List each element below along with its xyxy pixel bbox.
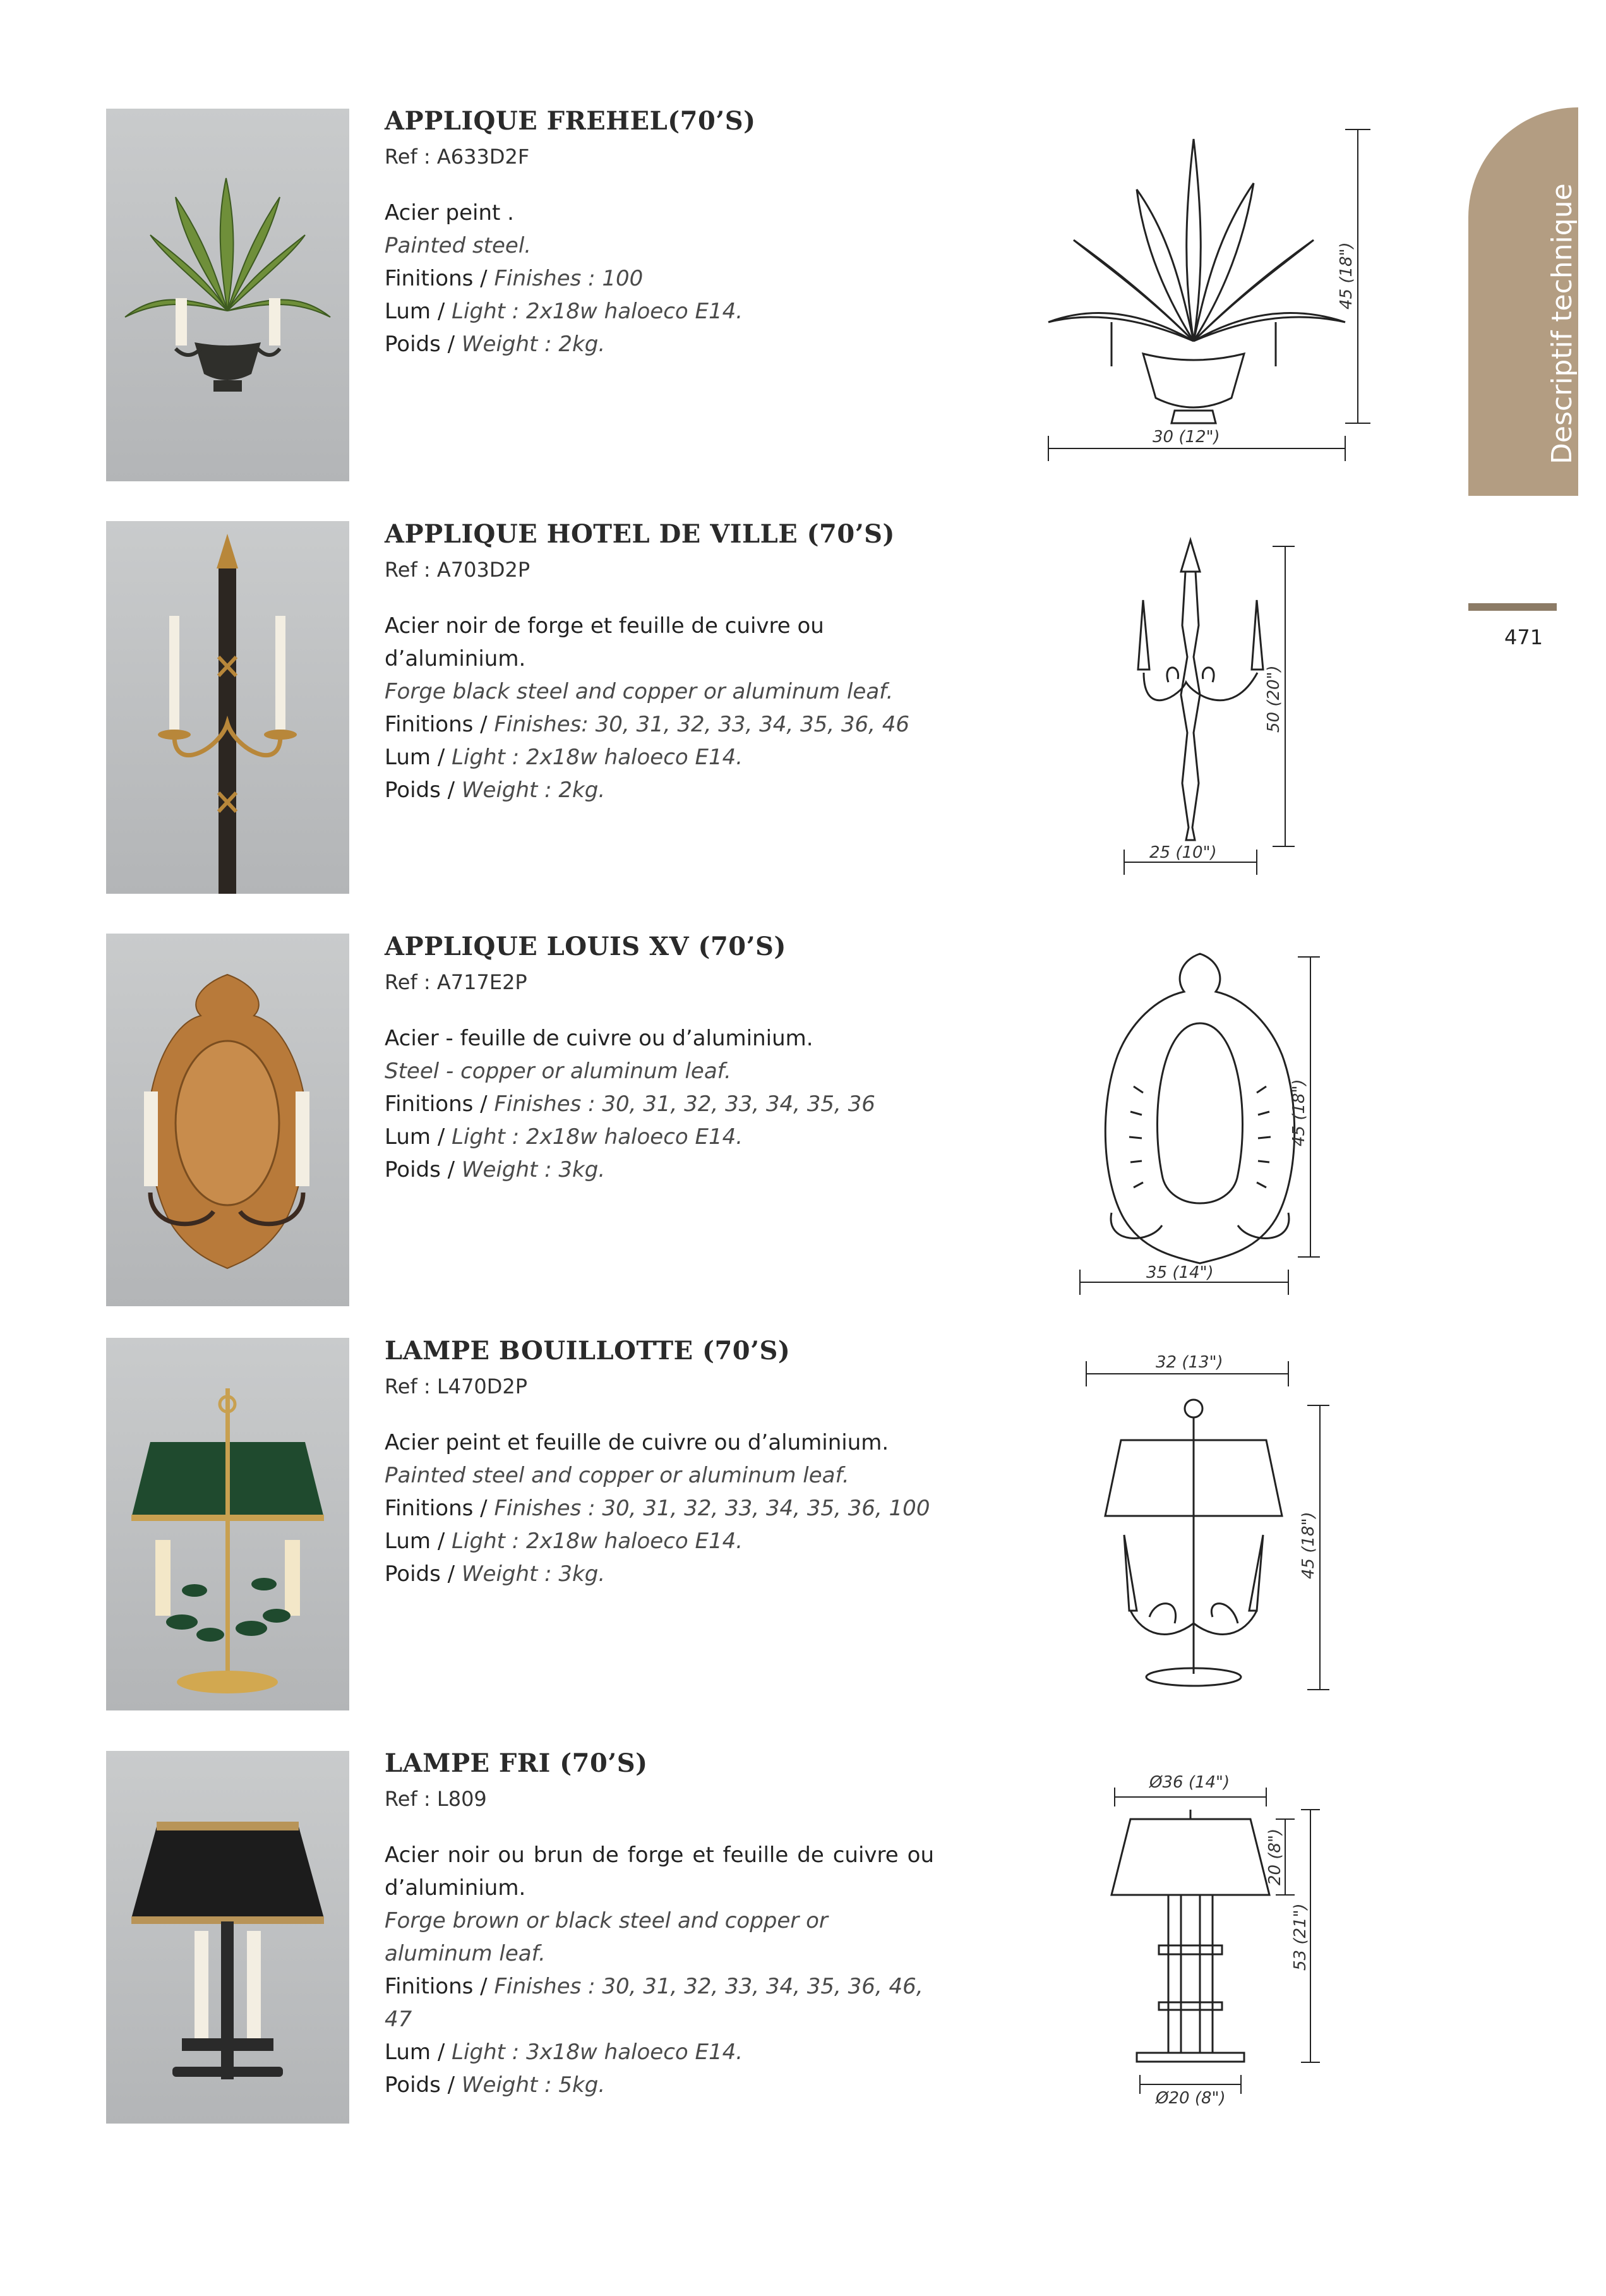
material-en: Steel - copper or aluminum leaf. [385,1059,731,1084]
weight-label: Poids / [385,1561,462,1587]
dim-shade: 20 (8") [1266,1828,1285,1885]
finishes-label: Finitions / [385,1496,494,1521]
lum-line [385,295,934,328]
product-title: APPLIQUE LOUIS XV (70’S) [385,932,786,961]
lum-label: Lum / [385,299,452,324]
dim-height: 45 (18") [1299,1512,1318,1579]
lum-value: Light : 2x18w haloeco E14. [452,745,743,770]
weight-value: Weight : 3kg. [461,1157,606,1182]
product-title: LAMPE BOUILLOTTE (70’S) [385,1336,791,1366]
product-ref: Ref : A703D2P [385,558,530,582]
product-entry-frehel [385,106,934,361]
product-ref: Ref : L809 [385,1787,487,1811]
lum-label: Lum / [385,1124,452,1150]
product-title: APPLIQUE FREHEL(70’S) [385,106,756,136]
weight-label: Poids / [385,778,462,803]
dim-width: 35 (14") [1146,1263,1214,1282]
finishes-line [385,1492,934,1525]
lum-line [385,2036,934,2069]
product-entry-hotel-de-ville [385,519,934,807]
material-fr: Acier noir ou brun de forge et feuille de cuivre ou d’aluminium. [385,1842,934,1901]
finishes-line [385,262,934,295]
dim-height: 53 (21") [1291,1903,1310,1971]
weight-label: Poids / [385,2072,462,2098]
lum-line [385,1121,934,1153]
side-tab-label [1547,183,1605,464]
page-number: 471 [1504,625,1543,649]
finishes-line [385,1088,934,1121]
finishes-label: Finitions / [385,1091,494,1117]
material-en: Painted steel and copper or aluminum leaf. [385,1463,849,1488]
finishes-line [385,1970,934,2036]
finishes-line [385,708,934,741]
dim-width: 32 (13") [1156,1353,1223,1372]
weight-line [385,1558,934,1590]
technical-drawing-frehel [1036,114,1389,480]
material-fr: Acier peint . [385,200,514,225]
dim-top: Ø36 (14") [1149,1773,1230,1792]
weight-label: Poids / [385,332,462,357]
tab-divider [1468,603,1557,611]
weight-label: Poids / [385,1157,462,1182]
finishes-label: Finitions / [385,266,494,291]
side-tab-subtitle: Technical descrription [1577,188,1606,464]
technical-drawing-bouillotte [1074,1345,1339,1699]
dim-width: 25 (10") [1149,843,1217,862]
finishes-label: Finitions / [385,1974,494,1999]
dim-height: 45 (18") [1290,1079,1309,1146]
lum-value: Light : 2x18w haloeco E14. [452,1124,743,1150]
product-photo-frehel [106,109,349,481]
technical-drawing-hotel-de-ville [1105,531,1307,884]
product-ref: Ref : A633D2F [385,145,530,169]
weight-value: Weight : 2kg. [461,778,606,803]
weight-value: Weight : 5kg. [461,2072,606,2098]
lum-value: Light : 3x18w haloeco E14. [452,2040,743,2065]
material-en: Forge black steel and copper or aluminum leaf. [385,679,894,704]
weight-line [385,774,934,807]
product-ref: Ref : A717E2P [385,970,527,994]
lum-label: Lum / [385,745,452,770]
lum-value: Light : 2x18w haloeco E14. [452,299,743,324]
product-entry-fri [385,1748,934,2101]
material-fr: Acier - feuille de cuivre ou d’aluminium. [385,1026,813,1051]
product-title: LAMPE FRI (70’S) [385,1748,648,1778]
lum-line [385,741,934,774]
finishes-value: Finishes : 100 [494,266,644,291]
product-photo-fri [106,1751,349,2124]
weight-line [385,1153,934,1186]
product-photo-hotel-de-ville [106,521,349,894]
product-title: APPLIQUE HOTEL DE VILLE (70’S) [385,519,895,549]
technical-drawing-fri [1086,1762,1339,2116]
material-fr: Acier peint et feuille de cuivre ou d’aluminium. [385,1430,889,1455]
lum-line [385,1525,934,1558]
material-en: Painted steel. [385,233,532,258]
product-entry-louis-xv [385,932,934,1186]
weight-line [385,328,934,361]
weight-value: Weight : 2kg. [461,332,606,357]
lum-value: Light : 2x18w haloeco E14. [452,1529,743,1554]
dim-height: 50 (20") [1264,665,1283,733]
dim-width: 30 (12") [1153,428,1220,447]
product-photo-bouillotte [106,1338,349,1710]
finishes-value: Finishes : 30, 31, 32, 33, 34, 35, 36 [494,1091,875,1117]
weight-value: Weight : 3kg. [461,1561,606,1587]
product-photo-louis-xv [106,934,349,1306]
material-en: Forge brown or black steel and copper or aluminum leaf. [385,1908,828,1966]
finishes-value: Finishes : 30, 31, 32, 33, 34, 35, 36, 100 [494,1496,930,1521]
product-ref: Ref : L470D2P [385,1374,528,1398]
side-tab-title: Descriptif technique [1546,183,1578,464]
finishes-value: Finishes: 30, 31, 32, 33, 34, 35, 36, 46 [494,712,910,737]
dim-base: Ø20 (8") [1156,2089,1226,2108]
weight-line [385,2069,934,2101]
finishes-value: Finishes : 30, 31, 32, 33, 34, 35, 36, 46, 47 [385,1974,923,2032]
lum-label: Lum / [385,1529,452,1554]
technical-drawing-louis-xv [1067,947,1345,1301]
material-fr: Acier noir de forge et feuille de cuivre ou d’aluminium. [385,613,824,671]
lum-label: Lum / [385,2040,452,2065]
dim-height: 45 (18") [1337,242,1356,310]
finishes-label: Finitions / [385,712,494,737]
product-entry-bouillotte [385,1336,934,1590]
